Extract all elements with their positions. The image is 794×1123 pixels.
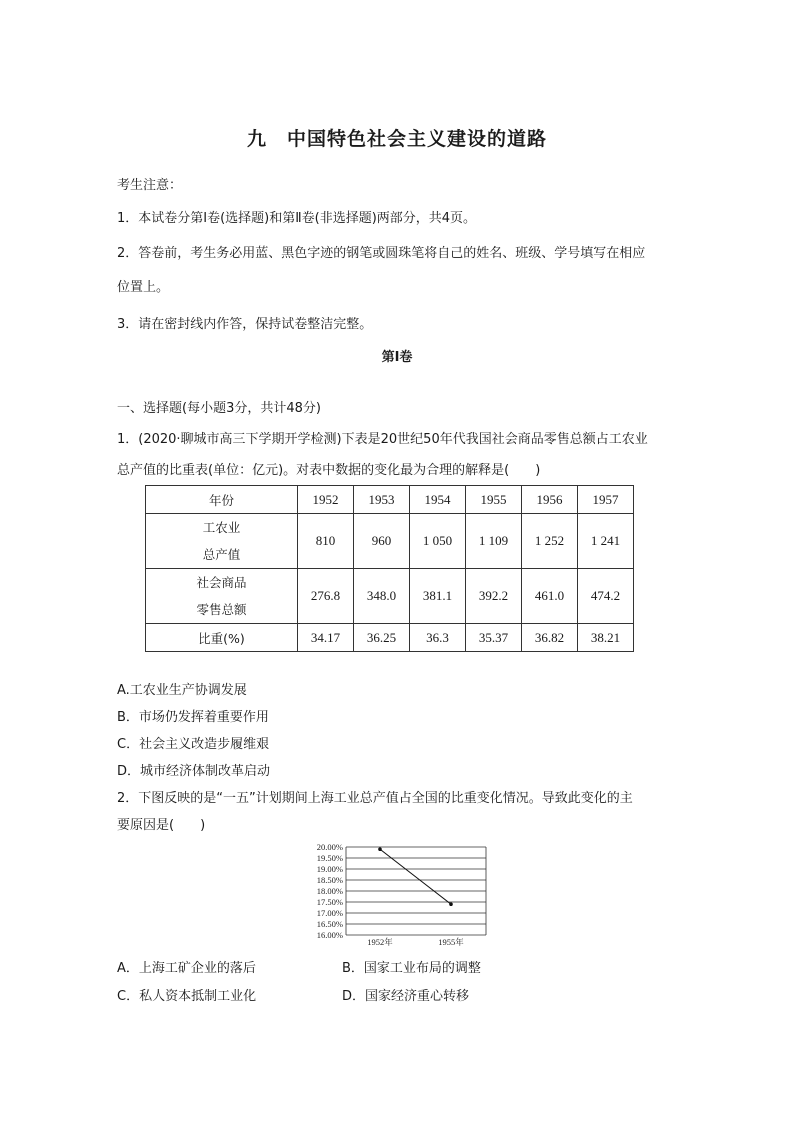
y-tick-label: 17.00%: [316, 908, 343, 918]
notice-heading: 考生注意：: [117, 178, 183, 193]
table-year: 1952: [298, 486, 354, 514]
q1-data-table: [145, 485, 634, 652]
table-row: [146, 624, 634, 652]
q2-option-c[interactable]: C．私人资本抵制工业化: [117, 989, 257, 1004]
table-cell: 810: [298, 514, 354, 569]
table-cell: 36.3: [410, 624, 466, 652]
q2-option-b[interactable]: B．国家工业布局的调整: [342, 961, 481, 976]
q1-option-a[interactable]: A.工农业生产协调发展: [117, 683, 247, 698]
y-tick-label: 20.00%: [316, 842, 343, 852]
table-cell: 461.0: [522, 569, 578, 624]
table-cell: 392.2: [466, 569, 522, 624]
data-point: [449, 902, 453, 906]
notice-item-2-cont: 位置上。: [117, 280, 170, 295]
table-header-row: [146, 486, 634, 514]
row-label-line1: 社会商品: [196, 575, 247, 590]
y-tick-label: 16.00%: [316, 930, 343, 940]
table-cell: 348.0: [354, 569, 410, 624]
table-row-label: 比重(%): [146, 624, 298, 652]
table-year: 1957: [578, 486, 634, 514]
part-heading: 一、选择题(每小题3分，共计48分): [117, 401, 321, 416]
table-cell: 38.21: [578, 624, 634, 652]
table-cell: 276.8: [298, 569, 354, 624]
table-cell: 35.37: [466, 624, 522, 652]
q1-stem-line2: 总产值的比重表(单位：亿元)。对表中数据的变化最为合理的解释是( ): [117, 463, 541, 478]
x-tick-label: 1955年: [438, 937, 464, 947]
table-cell: 474.2: [578, 569, 634, 624]
table-year: 1953: [354, 486, 410, 514]
table-year: 1956: [522, 486, 578, 514]
table-cell: 36.82: [522, 624, 578, 652]
series-line: [380, 849, 451, 904]
table-cell: 381.1: [410, 569, 466, 624]
table-row: [146, 569, 634, 624]
table-cell: 34.17: [298, 624, 354, 652]
y-tick-label: 17.50%: [316, 897, 343, 907]
y-tick-label: 18.50%: [316, 875, 343, 885]
table-year: 1954: [410, 486, 466, 514]
y-tick-label: 19.50%: [316, 853, 343, 863]
table-year: 1955: [466, 486, 522, 514]
notice-item-1: 1．本试卷分第Ⅰ卷(选择题)和第Ⅱ卷(非选择题)两部分，共4页。: [117, 211, 477, 226]
q2-option-a[interactable]: A．上海工矿企业的落后: [117, 961, 256, 976]
table-cell: 960: [354, 514, 410, 569]
x-tick-label: 1952年: [367, 937, 393, 947]
q1-option-b[interactable]: B．市场仍发挥着重要作用: [117, 710, 269, 725]
q2-option-d[interactable]: D．国家经济重心转移: [342, 989, 470, 1004]
q2-stem-line2: 要原因是( ): [117, 818, 206, 833]
table-cell: 1 252: [522, 514, 578, 569]
section-title: 第Ⅰ卷: [381, 350, 413, 365]
y-tick-label: 19.00%: [316, 864, 343, 874]
q1-option-d[interactable]: D．城市经济体制改革启动: [117, 764, 271, 779]
table-header-label: 年份: [146, 486, 298, 514]
q2-stem-line1: 2．下图反映的是“一五”计划期间上海工业总产值占全国的比重变化情况。导致此变化的主: [117, 791, 633, 806]
row-label-line2: 零售总额: [196, 602, 247, 617]
table-cell: 1 109: [466, 514, 522, 569]
table-cell: 1 241: [578, 514, 634, 569]
table-row: [146, 514, 634, 569]
notice-item-2: 2．答卷前，考生务必用蓝、黑色字迹的钢笔或圆珠笔将自己的姓名、班级、学号填写在相应: [117, 246, 646, 261]
row-label-line2: 总产值: [202, 547, 241, 562]
y-tick-label: 16.50%: [316, 919, 343, 929]
table-row-label: [146, 569, 298, 624]
q2-line-chart: [300, 840, 500, 950]
notice-item-3: 3．请在密封线内作答，保持试卷整洁完整。: [117, 317, 373, 332]
y-tick-label: 18.00%: [316, 886, 343, 896]
data-point: [378, 847, 382, 851]
q1-option-c[interactable]: C．社会主义改造步履维艰: [117, 737, 270, 752]
q1-stem-line1: 1．(2020·聊城市高三下学期开学检测)下表是20世纪50年代我国社会商品零售总额占工农业: [117, 432, 648, 447]
table-cell: 1 050: [410, 514, 466, 569]
page-title: 九 中国特色社会主义建设的道路: [246, 128, 547, 150]
table-cell: 36.25: [354, 624, 410, 652]
row-label-line1: 工农业: [202, 520, 241, 535]
table-row-label: [146, 514, 298, 569]
